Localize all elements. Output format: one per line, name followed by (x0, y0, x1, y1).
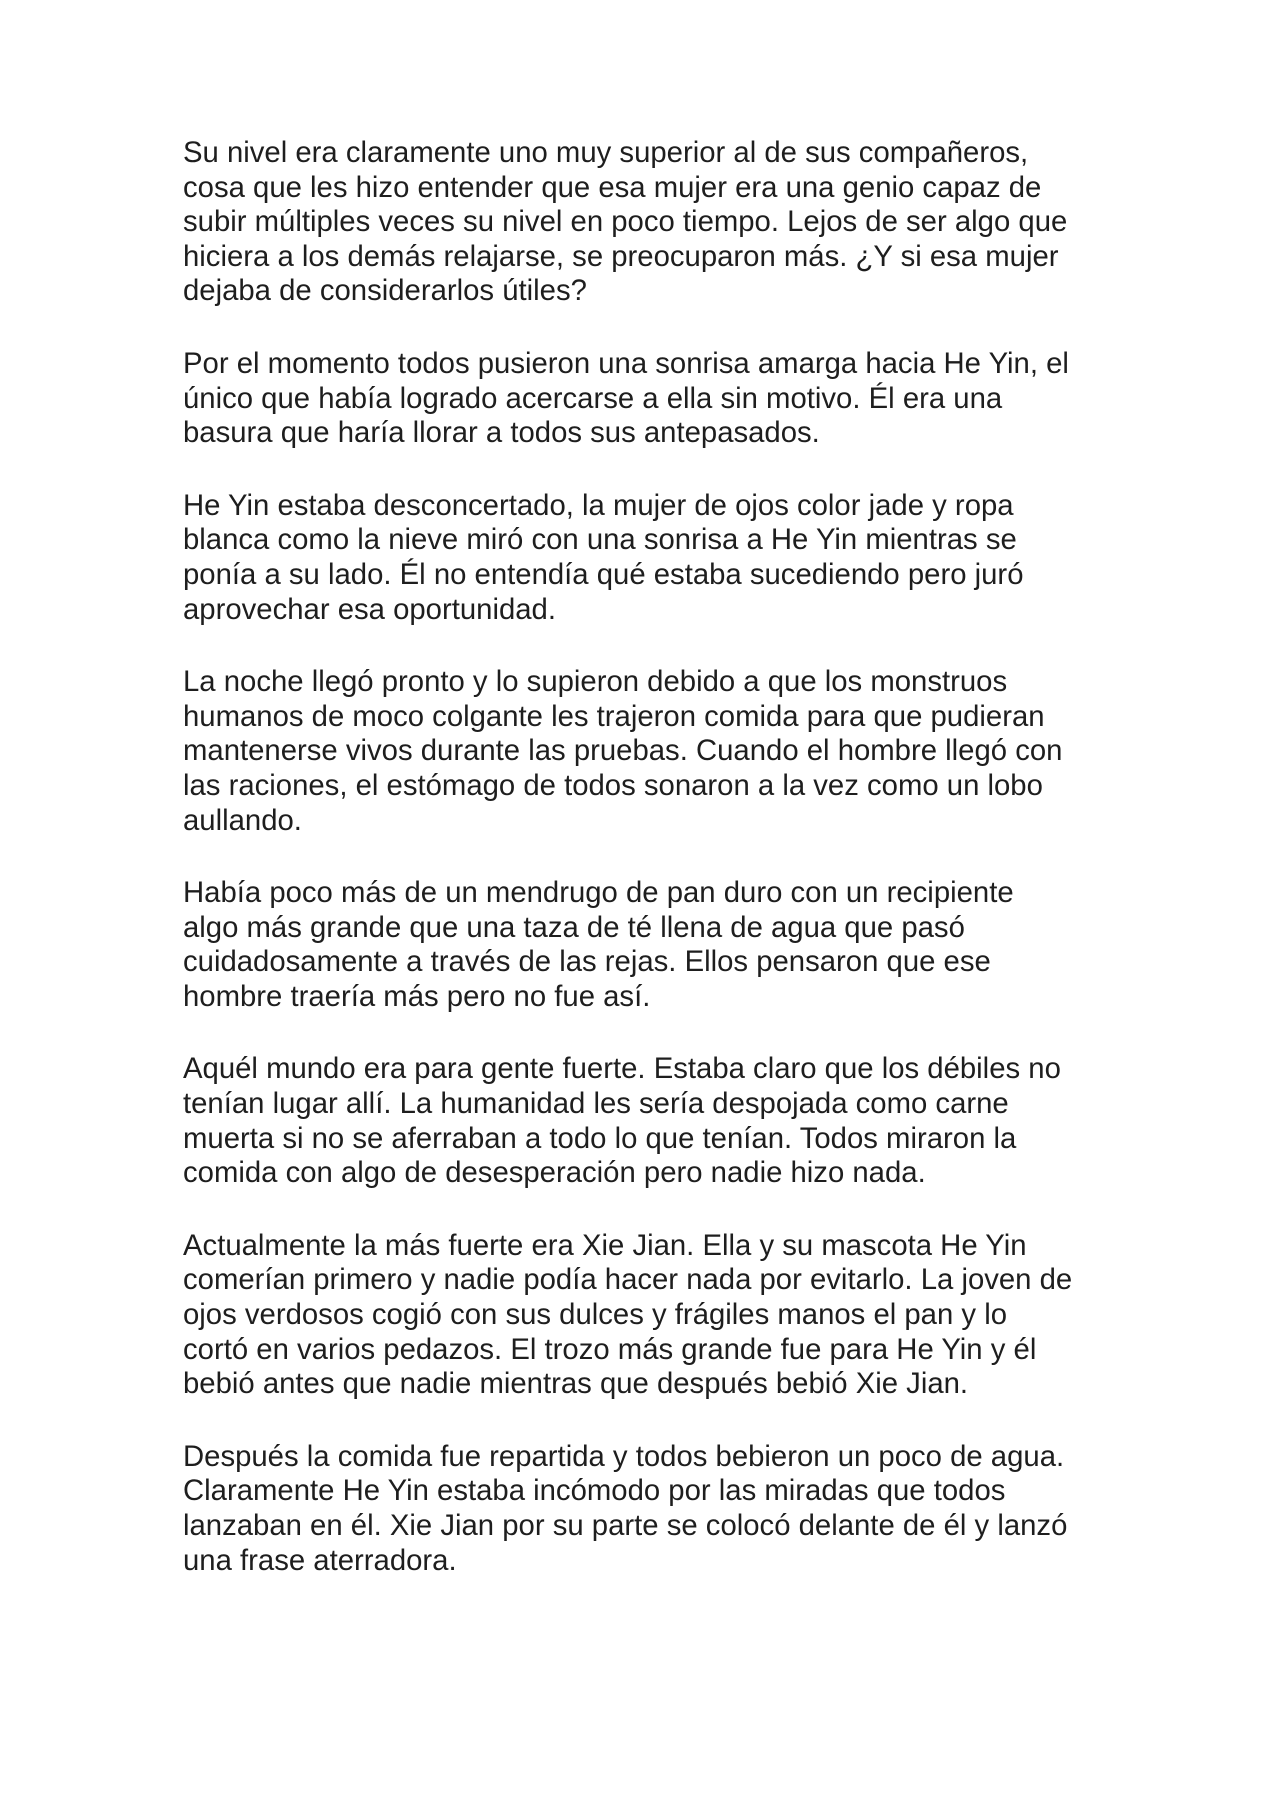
text-line: muerta si no se aferraban a todo lo que tenían. Todos miraron la (183, 1121, 1017, 1155)
paragraph-3 (183, 489, 1118, 627)
text-line: lanzaban en él. Xie Jian por su parte se colocó delante de él y lanzó (183, 1509, 1068, 1542)
text-line: Había poco más de un mendrugo de pan duro con un recipiente (183, 876, 1014, 910)
text-line: He Yin estaba desconcertado, la mujer de ojos color jade y ropa (183, 488, 1014, 522)
text-line: Después la comida fue repartida y todos bebieron un poco de agua. (183, 1439, 1065, 1473)
text-line: comerían primero y nadie podía hacer nada por evitarlo. La joven de (183, 1263, 1073, 1297)
text-line: hombre traería más pero no fue así. (183, 979, 651, 1013)
paragraph-5 (183, 876, 1118, 1014)
text-line: cosa que les hizo entender que esa mujer era una genio capaz de (183, 170, 1042, 204)
text-line: tenían lugar allí. La humanidad les sería despojada como carne (183, 1087, 1009, 1121)
text-line: mantenerse vivos durante las pruebas. Cuando el hombre llegó con (183, 734, 1063, 768)
text-line: dejaba de considerarlos útiles? (183, 274, 587, 308)
text-line: las raciones, el estómago de todos sonaron a la vez como un lobo (183, 768, 1043, 802)
text-line: aprovechar esa oportunidad. (183, 592, 556, 626)
text-line: blanca como la nieve miró con una sonrisa a He Yin mientras se (183, 523, 1017, 557)
text-line: humanos de moco colgante les trajeron comida para que pudieran (183, 699, 1045, 733)
paragraph-1 (183, 136, 1118, 309)
text-line: subir múltiples veces su nivel en poco tiempo. Lejos de ser algo que (183, 205, 1068, 239)
text-line: algo más grande que una taza de té llena de agua que pasó (183, 910, 965, 944)
text-line: basura que haría llorar a todos sus antepasados. (183, 416, 820, 450)
paragraph-4 (183, 665, 1118, 838)
body-text (183, 136, 1118, 1616)
text-line: comida con algo de desesperación pero nadie hizo nada. (183, 1156, 926, 1190)
text-line: Claramente He Yin estaba incómodo por las miradas que todos (183, 1474, 1006, 1508)
text-line: Su nivel era claramente uno muy superior al de sus compañeros, (183, 136, 1029, 169)
paragraph-2 (183, 347, 1118, 451)
paragraph-6 (183, 1052, 1118, 1190)
text-line: una frase aterradora. (183, 1543, 457, 1577)
text-line: Por el momento todos pusieron una sonrisa amarga hacia He Yin, el (183, 346, 1069, 380)
text-line: único que había logrado acercarse a ella sin motivo. Él era una (183, 381, 1003, 415)
text-line: aullando. (183, 803, 302, 837)
text-line: La noche llegó pronto y lo supieron debido a que los monstruos (183, 665, 1008, 699)
text-line: ojos verdosos cogió con sus dulces y frágiles manos el pan y lo (183, 1298, 1008, 1332)
text-line: cuidadosamente a través de las rejas. Ellos pensaron que ese (183, 945, 991, 979)
text-line: Actualmente la más fuerte era Xie Jian. Ella y su mascota He Yin (183, 1228, 1027, 1262)
paragraph-7 (183, 1229, 1118, 1402)
text-line: ponía a su lado. Él no entendía qué estaba sucediendo pero juró (183, 557, 1024, 591)
text-line: cortó en varios pedazos. El trozo más grande fue para He Yin y él (183, 1332, 1037, 1366)
text-line: hiciera a los demás relajarse, se preocuparon más. ¿Y si esa mujer (183, 239, 1059, 273)
text-line: bebió antes que nadie mientras que después bebió Xie Jian. (183, 1367, 969, 1401)
paragraph-8 (183, 1440, 1118, 1578)
text-line: Aquél mundo era para gente fuerte. Estaba claro que los débiles no (183, 1052, 1061, 1086)
